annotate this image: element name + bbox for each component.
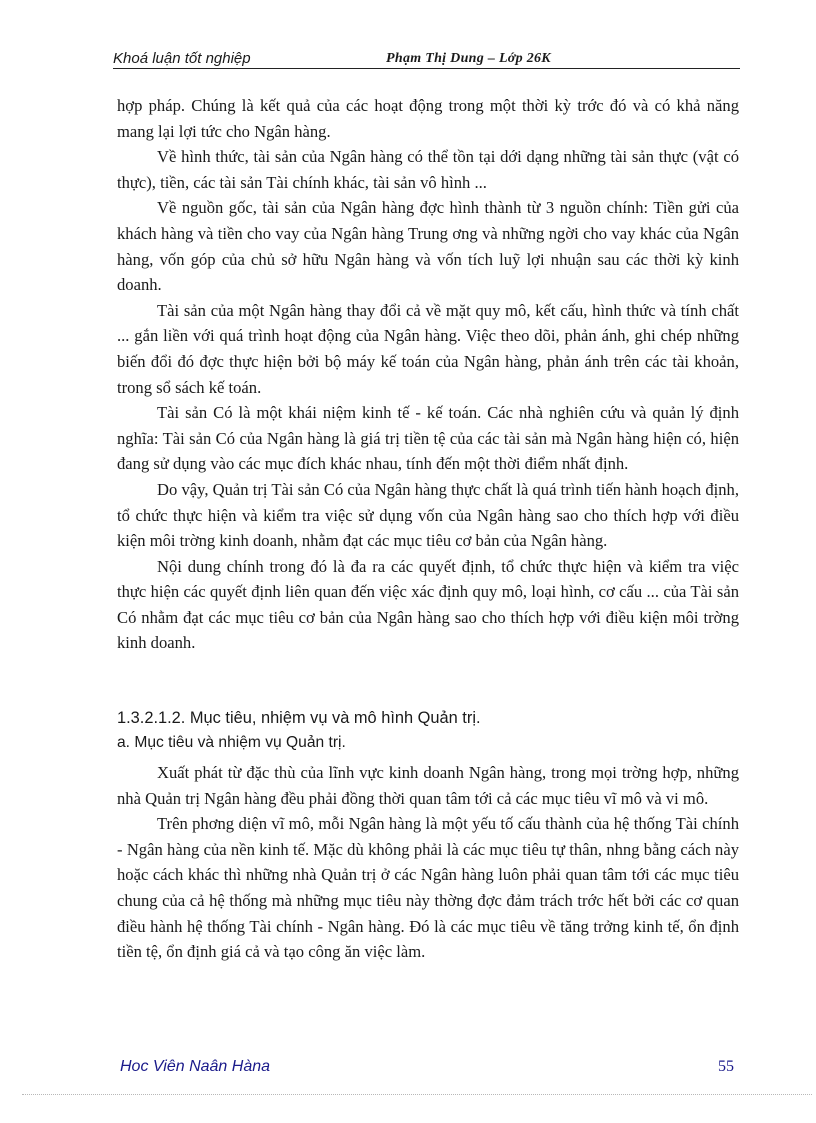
paragraph-4: Tài sản của một Ngân hàng thay đổi cả về mặt quy mô, kết cấu, hình thức và tính chất ... gắn liền với quá trình hoạt động của Ngân hàng. Việc theo dõi, phản ánh, ghi chép những biến đổi đó đợc thực hiện bởi bộ máy kế toán của Ngân hàng, phản ánh trên các tài khoản, trong sổ sách kế toán.: [117, 300, 739, 397]
footer-institution: Hoc Viên Naân Hàna: [120, 1058, 271, 1075]
body-text-section-1: [117, 93, 739, 656]
paragraph-7: Nội dung chính trong đó là đa ra các quyết định, tổ chức thực hiện và kiểm tra việc thực hiện các quyết định liên quan đến việc xác định quy mô, loại hình, cơ cấu ... của Tài sản Có nhằm đạt các mục tiêu cơ bản của Ngân hàng sao cho thích hợp với điều kiện môi trờng kinh doanh.: [117, 556, 739, 653]
page-number: 55: [718, 1058, 734, 1075]
paragraph-3: Về nguồn gốc, tài sản của Ngân hàng đợc hình thành từ 3 nguồn chính: Tiền gửi của khách hàng và tiền cho vay của Ngân hàng Trung ơng và những ngời cho vay khác của Ngân hàng, vốn góp của chủ sở hữu Ngân hàng và vốn tích luỹ lợi nhuận sau các thời kỳ kinh doanh.: [117, 198, 739, 295]
header-author: Phạm Thị Dung – Lớp 26K: [386, 51, 551, 66]
paragraph-9: Trên phơng diện vĩ mô, mỗi Ngân hàng là một yếu tố cấu thành của hệ thống Tài chính - Ngân hàng của nền kinh tế. Mặc dù không phải là các mục tiêu tự thân, nhng bằng cách này hoặc cách khác thì những nhà Quản trị ở các Ngân hàng luôn phải quan tâm tới các mục tiêu chung của cả hệ thống mà những mục tiêu này thờng đợc đảm trách trớc hết bởi các cơ quan điều hành hệ thống Tài chính - Ngân hàng. Đó là các mục tiêu về tăng trởng kinh tế, ổn định tiền tệ, ổn định giá cả và tạo công ăn việc làm.: [117, 814, 739, 962]
page-bottom-divider: [22, 1094, 812, 1095]
paragraph-2: Về hình thức, tài sản của Ngân hàng có thể tồn tại dới dạng những tài sản thực (vật có thực), tiền, các tài sản Tài chính khác, tài sản vô hình ...: [117, 147, 739, 192]
section-heading: 1.3.2.1.2. Mục tiêu, nhiệm vụ và mô hình Quản trị.: [117, 709, 481, 727]
body-text-section-2: [117, 760, 739, 965]
section-subheading: a. Mục tiêu và nhiệm vụ Quản trị.: [117, 734, 346, 751]
paragraph-5: Tài sản Có là một khái niệm kinh tế - kế toán. Các nhà nghiên cứu và quản lý định nghĩa: Tài sản Có của Ngân hàng là giá trị tiền tệ của các tài sản mà Ngân hàng hiện có, hiện đang sử dụng vào các mục đích khác nhau, tính đến một thời điểm nhất định.: [117, 403, 739, 474]
paragraph-1: hợp pháp. Chúng là kết quả của các hoạt động trong một thời kỳ trớc đó và có khả năng mang lại lợi tức cho Ngân hàng.: [117, 96, 739, 141]
paragraph-8: Xuất phát từ đặc thù của lĩnh vực kinh doanh Ngân hàng, trong mọi trờng hợp, những nhà Quản trị Ngân hàng đều phải đồng thời quan tâm tới cả các mục tiêu vĩ mô và vi mô.: [117, 763, 739, 808]
header-title: Khoá luận tốt nghiệp: [113, 50, 251, 67]
page-header: [113, 50, 740, 69]
paragraph-6: Do vậy, Quản trị Tài sản Có của Ngân hàng thực chất là quá trình tiến hành hoạch định, tổ chức thực hiện và kiểm tra việc sử dụng vốn của Ngân hàng sao cho thích hợp với điều kiện môi trờng kinh doanh, nhằm đạt các mục tiêu cơ bản của Ngân hàng.: [117, 479, 739, 551]
